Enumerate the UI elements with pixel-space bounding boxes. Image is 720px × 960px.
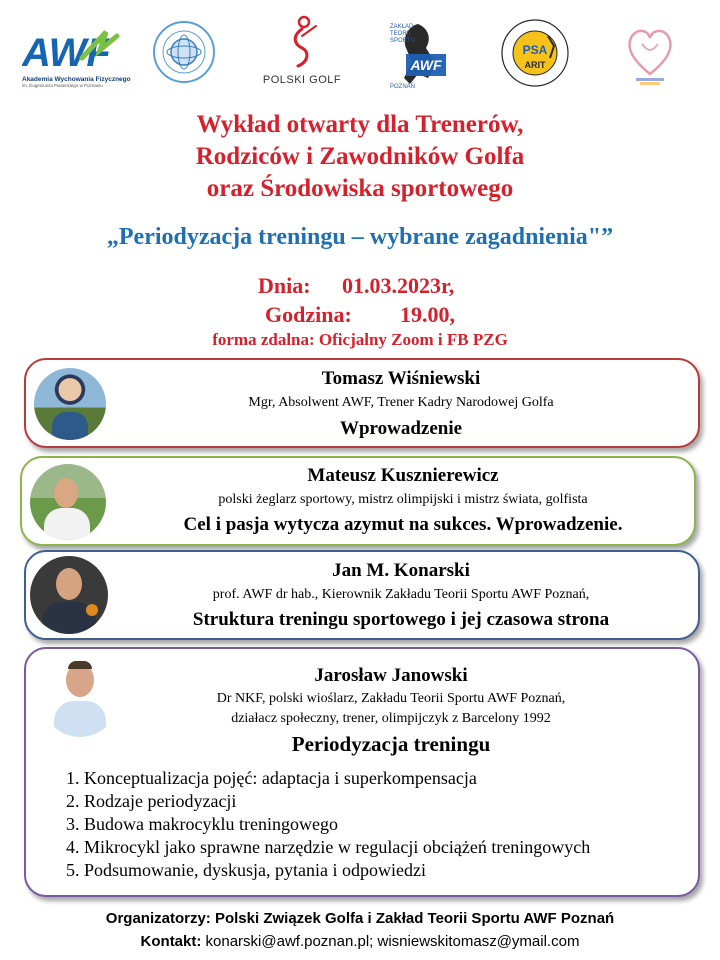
talk-title-4: Periodyzacja treningu [291, 732, 491, 756]
talk-title-1: Wprowadzenie [339, 418, 463, 439]
logo-row [0, 0, 720, 100]
speaker-photo-4 [42, 657, 118, 737]
zts-logo-mark: AWF [410, 57, 442, 73]
topic-item: 4. Mikrocykl jako sprawne narzędzie w regulacji obciążeń treningowych [66, 837, 591, 857]
date-value: 01.03.2023r, [342, 273, 455, 298]
speaker-name-1: Tomasz Wiśniewski [321, 368, 481, 389]
speaker-desc-1: Mgr, Absolwent AWF, Trener Kadry Narodowej Golfa [248, 395, 554, 410]
zts-logo-line1: ZAKŁAD [390, 24, 414, 30]
psa-logo-sub: ARIT [524, 60, 546, 70]
awf-logo-mark [22, 28, 122, 72]
lecture-subtitle: „Periodyzacja treningu – wybrane zagadnienia"” [106, 224, 614, 250]
association-seal-logo [152, 20, 216, 84]
polski-golf-logo [262, 14, 342, 92]
time-value: 19.00, [400, 302, 455, 327]
golfer-icon [282, 14, 322, 70]
zts-logo-line2: TEORII [390, 31, 411, 37]
speaker-name-2: Mateusz Kusznierewicz [307, 465, 499, 486]
talk-title-3: Struktura treningu sportowego i jej czasowa strona [192, 609, 610, 630]
psa-logo-mark: PSA [522, 43, 548, 57]
speaker-name-3: Jan M. Konarski [332, 560, 470, 581]
topic-item: 3. Budowa makrocyklu treningowego [66, 814, 338, 834]
zts-logo-line3: SPORTU [390, 38, 415, 44]
speaker-card-4 [24, 647, 700, 897]
speaker-card-2 [20, 456, 696, 546]
heading-line-2: Rodziców i Zawodników Golfa [195, 143, 525, 170]
topic-item: 2. Rodzaje periodyzacji [66, 791, 237, 811]
talk-title-2: Cel i pasja wytycza azymut na sukces. Wprowadzenie. [183, 514, 623, 535]
zts-logo [388, 18, 448, 90]
psa-logo [500, 18, 570, 88]
speaker-desc-4b: działacz społeczny, trener, olimpijczyk z Barcelony 1992 [231, 711, 551, 726]
date-label: Dnia: [258, 273, 311, 298]
speaker-card-3 [24, 550, 700, 640]
topic-list [66, 767, 590, 882]
organizers-text: Polski Związek Golfa i Zakład Teorii Sportu AWF Poznań [214, 910, 615, 927]
speaker-photo-2 [30, 464, 106, 540]
speaker-photo-1 [34, 368, 106, 440]
speaker-name-4: Jarosław Janowski [314, 665, 468, 686]
speaker-desc-2: polski żeglarz sportowy, mistrz olimpijski i mistrz świata, golfista [218, 492, 588, 507]
awf-logo-caption: Akademia Wychowania Fizycznego [22, 76, 131, 83]
session-form: forma zdalna: Oficjalny Zoom i FB PZG [212, 330, 508, 349]
speaker-desc-3: prof. AWF dr hab., Kierownik Zakładu Teorii Sportu AWF Poznań, [212, 587, 590, 602]
svg-text:AWF: AWF [22, 31, 111, 72]
zts-logo-bottom: POZNAŃ [390, 84, 416, 90]
heart-icon [622, 22, 678, 88]
awf-logo [22, 28, 131, 90]
contact-emails: konarski@awf.poznan.pl; wisniewskitomasz@ymail.com [205, 933, 580, 950]
speaker-desc-4a: Dr NKF, polski wioślarz, Zakładu Teorii Sportu AWF Poznań, [216, 691, 566, 706]
topic-item: 1. Konceptualizacja pojęć: adaptacja i superkompensacja [66, 768, 477, 788]
polski-golf-caption: POLSKI GOLF [262, 74, 342, 86]
contact-line [0, 933, 720, 950]
heading-line-1: Wykład otwarty dla Trenerów, [196, 111, 524, 138]
speaker-card-1 [24, 358, 700, 448]
time-label: Godzina: [265, 302, 352, 327]
organizers-line [0, 910, 720, 927]
contact-label: Kontakt: [140, 933, 202, 950]
topic-item: 5. Podsumowanie, dyskusja, pytania i odpowiedzi [66, 860, 426, 880]
heading-line-3: oraz Środowiska sportowego [206, 175, 514, 202]
awf-logo-subcaption: im. Eugeniusza Piaseckiego w Poznaniu [22, 83, 103, 88]
speaker-photo-3 [30, 556, 108, 634]
heart-logo [622, 22, 678, 88]
organizers-label: Organizatorzy: [105, 910, 211, 927]
